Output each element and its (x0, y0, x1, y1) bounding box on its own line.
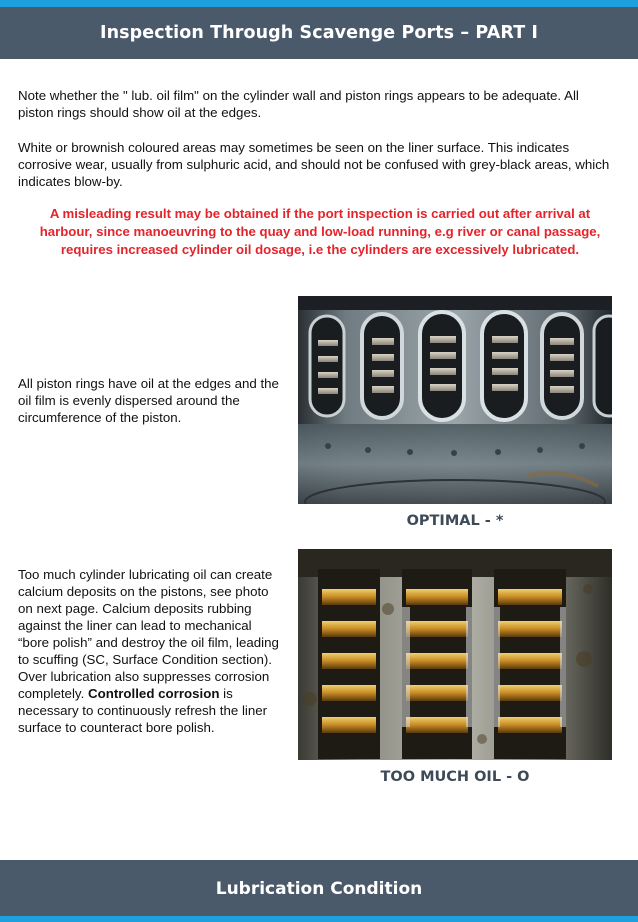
section-title: Lubrication Condition (215, 879, 423, 899)
too-much-oil-text: Too much cylinder lubricating oil can create calcium deposits on the pistons, see photo on next page. Calcium deposits rubbing against the liner can lead to mechanical “bore polish” and destroy the oil film, leading to scuffing (SC, Surface Condition section). Over lubrication also suppresses corrosion completely. (18, 567, 279, 701)
intro-paragraph-oil-film: Note whether the " lub. oil film" on the cylinder wall and piston rings appears to be adequate. All piston rings should show oil at the edges. (18, 88, 579, 120)
optimal-piston-photo (298, 296, 612, 504)
top-accent-stripe (0, 0, 638, 7)
warning-note: A misleading result may be obtained if the port inspection is carried out after arrival at harbour, since manoeuvring to the quay and low-load running, e.g river or canal passage, requires increased cylinder oil dosage, i.e the cylinders are excessively lubricated. (39, 206, 601, 257)
too-much-oil-photo (298, 549, 612, 760)
optimal-caption: OPTIMAL - * (406, 513, 504, 529)
too-much-oil-description (18, 566, 286, 736)
controlled-corrosion-term: Controlled corrosion (87, 686, 220, 701)
too-much-oil-caption: TOO MUCH OIL - O (380, 769, 530, 785)
header-bar (0, 7, 638, 59)
intro-paragraph-liner-colour: White or brownish coloured areas may sometimes be seen on the liner surface. This indicates corrosive wear, usually from sulphuric acid, and should not be confused with grey-black areas, which indicates blow-by. (18, 140, 610, 189)
bottom-accent-stripe (0, 916, 638, 922)
optimal-description: All piston rings have oil at the edges and the oil film is evenly dispersed around the circumference of the piston. (18, 376, 279, 425)
page-title: Inspection Through Scavenge Ports – PART I (99, 23, 539, 43)
too-much-oil-text-end: is necessary to continuously refresh the liner surface to counteract bore polish. (18, 686, 268, 735)
footer-bar (0, 860, 638, 922)
